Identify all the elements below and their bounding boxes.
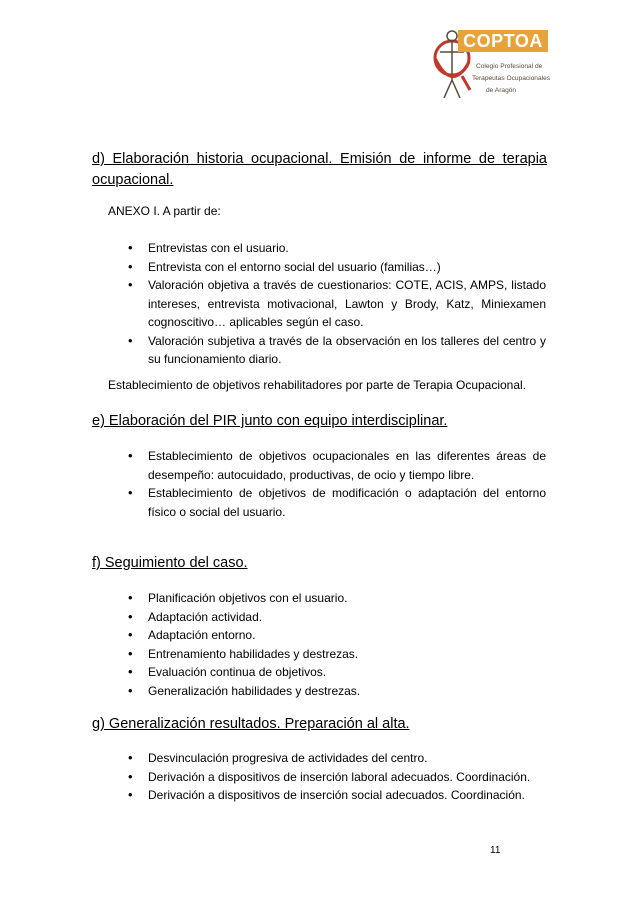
list-item: • Adaptación entorno.	[128, 626, 546, 645]
logo-line-1: Colegio Profesional de	[476, 63, 543, 70]
list-item: • Entrevista con el entorno social del usuario (familias…)	[128, 258, 546, 277]
list-item: • Valoración subjetiva a través de la observación en los talleres del centro y su funcionamiento diario.	[128, 332, 546, 369]
section-g-heading: g) Generalización resultados. Preparación al alta.	[92, 716, 410, 732]
list-item: • Entrevistas con el usuario.	[128, 239, 546, 258]
page-number: 11	[490, 845, 501, 856]
section-f-heading: f) Seguimiento del caso.	[92, 555, 248, 571]
section-e-heading: e) Elaboración del PIR junto con equipo interdisciplinar.	[92, 413, 448, 429]
list-item: • Derivación a dispositivos de inserción social adecuados. Coordinación.	[128, 786, 546, 805]
list-item: • Generalización habilidades y destrezas.	[128, 682, 546, 701]
section-d-intro: ANEXO I. A partir de:	[108, 204, 221, 218]
coptoa-logo	[426, 18, 556, 110]
list-item: • Derivación a dispositivos de inserción laboral adecuados. Coordinación.	[128, 768, 546, 787]
list-item: • Establecimiento de objetivos ocupacionales en las diferentes áreas de desempeño: autocuidado, productivas, de ocio y tiempo libre.	[128, 447, 546, 484]
list-item: • Evaluación continua de objetivos.	[128, 663, 546, 682]
logo-line-2: Terapeutas Ocupacionales	[472, 75, 551, 82]
list-item: • Desvinculación progresiva de actividades del centro.	[128, 749, 546, 768]
section-d-outro: Establecimiento de objetivos rehabilitadores por parte de Terapia Ocupacional.	[108, 378, 527, 392]
section-d-heading-line1: d) Elaboración historia ocupacional. Emisión de informe de terapia	[92, 151, 547, 167]
list-item: • Adaptación actividad.	[128, 608, 546, 627]
list-item: • Planificación objetivos con el usuario.	[128, 589, 546, 608]
section-g-list	[128, 749, 546, 805]
list-item: • Establecimiento de objetivos de modificación o adaptación del entorno físico o social del usuario.	[128, 484, 546, 521]
list-item: • Entrenamiento habilidades y destrezas.	[128, 645, 546, 664]
list-item: • Valoración objetiva a través de cuestionarios: COTE, ACIS, AMPS, listado intereses, entrevista motivacional, Lawton y Brody, Katz, Miniexamen cognoscitivo… aplicables según el caso.	[128, 276, 546, 332]
logo-line-3: de Aragón	[486, 87, 517, 94]
section-e-list	[128, 447, 546, 521]
section-d-heading-line2: ocupacional.	[92, 172, 174, 188]
section-f-list	[128, 589, 546, 700]
logo-wordmark: COPTOA	[458, 30, 548, 52]
section-d-list	[128, 239, 546, 369]
